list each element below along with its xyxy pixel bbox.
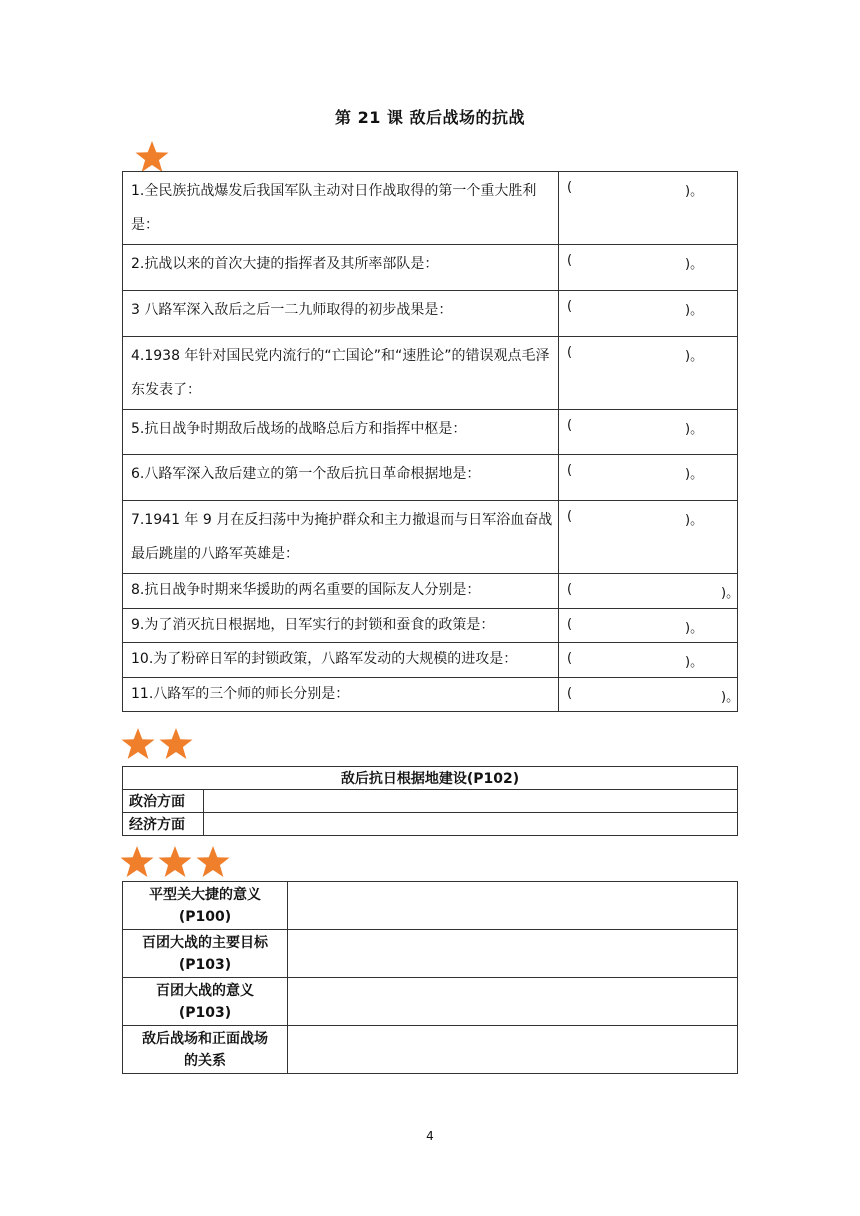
- answer-blank[interactable]: ( )。: [559, 574, 738, 609]
- answer-blank[interactable]: ( )。: [559, 643, 738, 678]
- question-text: 5.抗日战争时期敌后战场的战略总后方和指挥中枢是：: [123, 410, 559, 455]
- table-row: [123, 643, 738, 678]
- table-header-row: [123, 767, 738, 790]
- table-row: [123, 410, 738, 455]
- star-icon: [195, 845, 231, 879]
- row-label-economy: 经济方面: [123, 813, 204, 836]
- answer-blank[interactable]: ( )。: [559, 609, 738, 643]
- star-icon: [120, 727, 156, 761]
- question-text: 8.抗日战争时期来华援助的两名重要的国际友人分别是：: [123, 574, 559, 609]
- table-row: [123, 291, 738, 337]
- table-row: [123, 337, 738, 410]
- table-row: [123, 678, 738, 712]
- question-text: 1.全民族抗战爆发后我国军队主动对日作战取得的第一个重大胜利是：: [123, 172, 559, 245]
- row-label-politics: 政治方面: [123, 790, 204, 813]
- star-icon: [158, 727, 194, 761]
- answer-blank[interactable]: ( )。: [559, 410, 738, 455]
- difficulty-two-stars: [120, 727, 194, 761]
- answer-blank[interactable]: ( )。: [559, 172, 738, 245]
- answer-blank[interactable]: ( )。: [559, 291, 738, 337]
- answer-cell[interactable]: [204, 813, 738, 836]
- table-row: [123, 501, 738, 574]
- table-row: [123, 882, 738, 930]
- answer-cell[interactable]: [288, 930, 738, 978]
- question-text: 3 八路军深入敌后之后一二九师取得的初步战果是：: [123, 291, 559, 337]
- question-text: 9.为了消灭抗日根据地，日军实行的封锁和蚕食的政策是：: [123, 609, 559, 643]
- answer-cell[interactable]: [288, 882, 738, 930]
- table-header: 敌后抗日根据地建设(P102): [123, 767, 738, 790]
- answer-blank[interactable]: ( )。: [559, 455, 738, 501]
- base-construction-table: [122, 766, 738, 836]
- table-row: [123, 790, 738, 813]
- answer-cell[interactable]: [288, 1026, 738, 1074]
- table-row: [123, 978, 738, 1026]
- question-text: 2.抗战以来的首次大捷的指挥者及其所率部队是：: [123, 245, 559, 291]
- fill-in-table: [122, 171, 738, 712]
- significance-table: [122, 881, 738, 1074]
- table-row: [123, 1026, 738, 1074]
- row-label: 平型关大捷的意义 (P100): [123, 882, 288, 930]
- page-number: 4: [426, 1129, 434, 1143]
- star-icon: [157, 845, 193, 879]
- table-row: [123, 574, 738, 609]
- question-text: 11.八路军的三个师的师长分别是：: [123, 678, 559, 712]
- table-row: [123, 455, 738, 501]
- difficulty-three-stars: [119, 845, 231, 879]
- answer-blank[interactable]: ( )。: [559, 245, 738, 291]
- question-text: 6.八路军深入敌后建立的第一个敌后抗日革命根据地是：: [123, 455, 559, 501]
- answer-blank[interactable]: ( )。: [559, 501, 738, 574]
- row-label: 百团大战的意义 (P103): [123, 978, 288, 1026]
- answer-cell[interactable]: [204, 790, 738, 813]
- question-text: 10.为了粉碎日军的封锁政策，八路军发动的大规模的进攻是：: [123, 643, 559, 678]
- star-icon: [134, 140, 170, 174]
- question-text: 4.1938 年针对国民党内流行的“亡国论”和“速胜论”的错误观点毛泽东发表了：: [123, 337, 559, 410]
- answer-blank[interactable]: ( )。: [559, 678, 738, 712]
- question-text: 7.1941 年 9 月在反扫荡中为掩护群众和主力撤退而与日军浴血奋战最后跳崖的八路军英雄是：: [123, 501, 559, 574]
- table-row: [123, 245, 738, 291]
- row-label: 敌后战场和正面战场 的关系: [123, 1026, 288, 1074]
- table-row: [123, 813, 738, 836]
- table-row: [123, 609, 738, 643]
- table-row: [123, 930, 738, 978]
- difficulty-one-star: [134, 140, 170, 174]
- answer-cell[interactable]: [288, 978, 738, 1026]
- answer-blank[interactable]: ( )。: [559, 337, 738, 410]
- table-row: [123, 172, 738, 245]
- page-title: 第 21 课 敌后战场的抗战: [335, 108, 525, 127]
- star-icon: [119, 845, 155, 879]
- row-label: 百团大战的主要目标 (P103): [123, 930, 288, 978]
